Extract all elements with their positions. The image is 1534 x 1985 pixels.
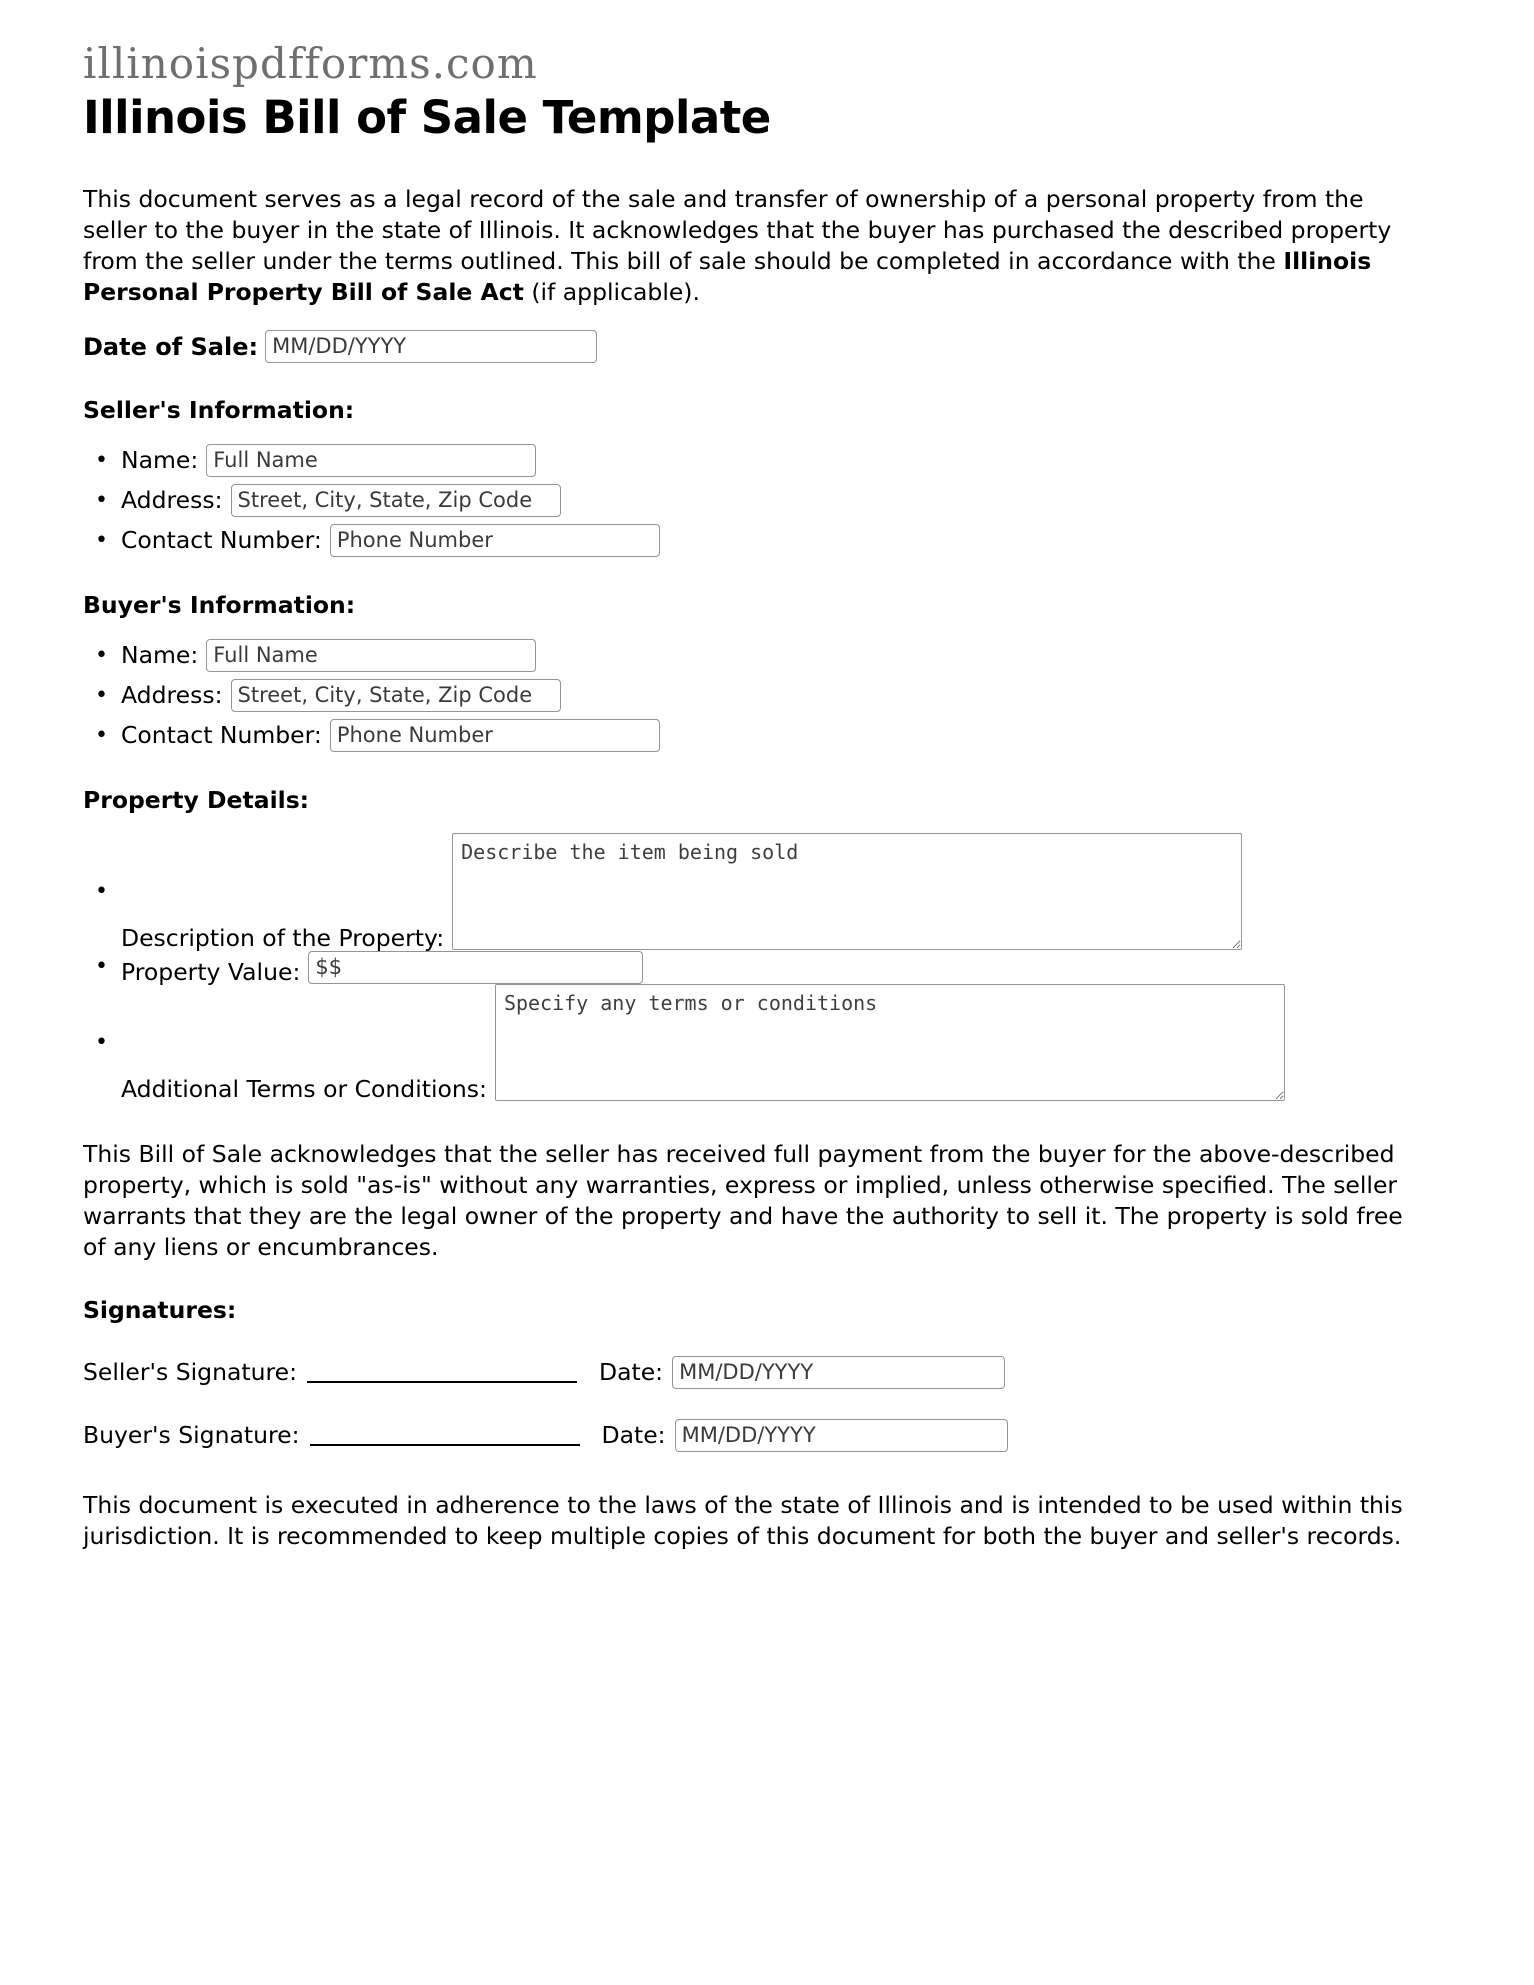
seller-name-label: • Name:: [121, 446, 199, 475]
property-description-label: • Description of the Property:: [121, 923, 445, 952]
seller-signature-row: [83, 1356, 1432, 1389]
page-title: Illinois Bill of Sale Template: [83, 91, 771, 145]
property-fields-list: [83, 833, 1432, 1101]
buyer-signature-row: [83, 1419, 1432, 1452]
date-of-sale-row: [83, 330, 1432, 363]
seller-signature-label: Seller's Signature:: [83, 1358, 298, 1387]
intro-text-2: (if applicable).: [523, 278, 700, 307]
seller-name-row: [121, 444, 1432, 478]
site-name: illinoispdfforms.com: [83, 39, 538, 88]
document-body: [48, 184, 1464, 1551]
property-value-row: [121, 950, 1432, 984]
buyer-address-input[interactable]: [231, 679, 561, 712]
seller-name-input[interactable]: [206, 444, 536, 477]
buyer-address-row: [121, 679, 1432, 713]
property-description-row: [121, 833, 1432, 950]
seller-signature-line[interactable]: [307, 1361, 577, 1383]
buyer-name-input[interactable]: [206, 639, 536, 672]
buyer-name-row: [121, 639, 1432, 673]
seller-contact-row: [121, 524, 1432, 558]
buyer-address-label: • Address:: [121, 680, 223, 709]
property-terms-label: • Additional Terms or Conditions:: [121, 1074, 487, 1103]
buyer-fields-list: [83, 639, 1432, 753]
seller-address-input[interactable]: [231, 484, 561, 517]
date-of-sale-input[interactable]: [265, 330, 597, 363]
buyer-contact-label: • Contact Number:: [121, 720, 322, 749]
date-of-sale-label: Date of Sale:: [83, 332, 259, 361]
intro-text-1: This document serves as a legal record of the sale and transfer of ownership of a personal property from the seller to the buyer in the state of Illinois. It acknowledges that the buyer has purchased the described property from the seller under the terms outlined. This bill of sale should be completed in accordance with the: [83, 185, 1392, 276]
buyer-signature-label: Buyer's Signature:: [83, 1421, 300, 1450]
property-value-label: • Property Value:: [121, 957, 301, 986]
buyer-contact-row: [121, 719, 1432, 753]
property-terms-textarea[interactable]: [495, 984, 1285, 1101]
acknowledgement-paragraph: This Bill of Sale acknowledges that the seller has received full payment from the buyer for the above-described property, which is sold "as-is" without any warranties, express or implied, unless otherwise specified. The seller warrants that they are the legal owner of the property and have the authority to sell it. The property is sold free of any liens or encumbrances.: [83, 1140, 1403, 1262]
seller-contact-label: • Contact Number:: [121, 526, 322, 555]
buyer-signature-line[interactable]: [310, 1424, 580, 1446]
buyer-name-label: • Name:: [121, 640, 199, 669]
seller-fields-list: [83, 444, 1432, 558]
buyer-contact-input[interactable]: [330, 719, 660, 752]
intro-bold-act: Illinois Personal Property Bill of Sale Act: [83, 247, 1372, 307]
seller-address-row: [121, 484, 1432, 518]
property-details-heading: Property Details:: [83, 785, 310, 814]
buyer-date-input[interactable]: [675, 1419, 1008, 1452]
buyer-information-heading: Buyer's Information:: [83, 590, 356, 619]
intro-paragraph: [83, 184, 1432, 308]
seller-date-label: Date:: [599, 1358, 664, 1387]
signatures-heading: Signatures:: [83, 1296, 237, 1325]
closing-paragraph: This document is executed in adherence to the laws of the state of Illinois and is intended to be used within this jurisdiction. It is recommended to keep multiple copies of this document for both the buyer and seller's records.: [83, 1490, 1403, 1550]
buyer-date-label: Date:: [601, 1421, 666, 1450]
seller-information-heading: Seller's Information:: [83, 396, 355, 425]
property-description-textarea[interactable]: [452, 833, 1242, 950]
property-value-input[interactable]: [308, 951, 643, 984]
seller-contact-input[interactable]: [330, 524, 660, 557]
seller-date-input[interactable]: [672, 1356, 1005, 1389]
property-terms-row: [121, 984, 1432, 1101]
seller-address-label: • Address:: [121, 486, 223, 515]
